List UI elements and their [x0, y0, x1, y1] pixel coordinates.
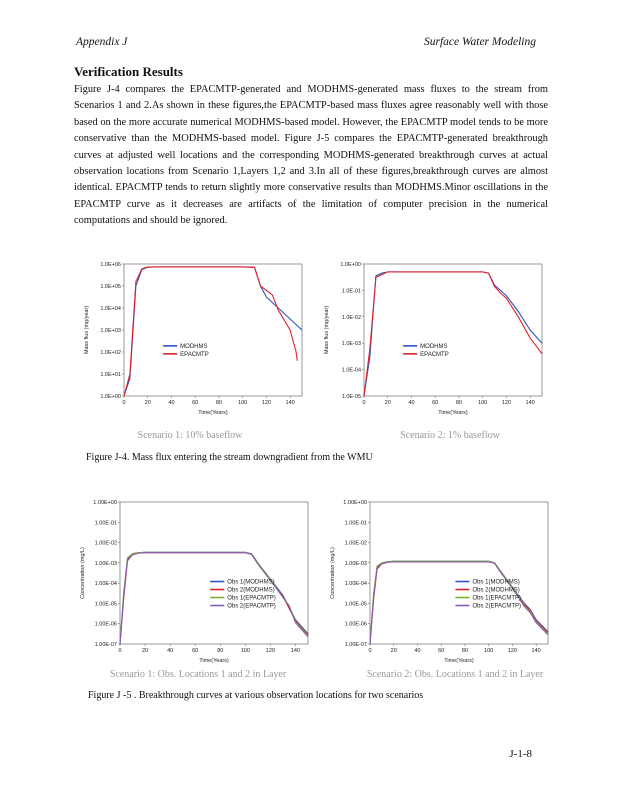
- x-tick-label: 0: [362, 400, 366, 406]
- legend-label: Obs 1(EPACMTP): [472, 595, 522, 602]
- chart-svg: [320, 258, 550, 418]
- x-axis-label: Time(Years): [444, 658, 474, 664]
- y-tick-label: 1.00E-03: [94, 560, 117, 567]
- x-tick-label: 0: [122, 400, 126, 406]
- subcaption-scenario1: Scenario 1: 10% baseflow: [137, 430, 243, 441]
- y-tick-label: 1.0E-01: [341, 288, 361, 295]
- y-tick-label: 1.00E+00: [343, 500, 367, 506]
- y-tick-label: 1.00E-01: [94, 520, 117, 527]
- legend-label: Obs 1(MODHMS): [227, 579, 275, 586]
- subcaption-scenario1-obs: Scenario 1: Obs. Locations 1 and 2 in Layer: [109, 669, 287, 680]
- plot-frame: [120, 502, 308, 644]
- x-tick-label: 60: [438, 648, 445, 654]
- chart-scenario2-mass-flux: [320, 258, 550, 418]
- legend-label: Obs 2(MODHMS): [227, 587, 275, 594]
- y-tick-label: 1.00E-03: [344, 560, 367, 567]
- section-title: Verification Results: [74, 64, 183, 79]
- x-tick-label: 0: [368, 648, 372, 654]
- y-tick-label: 1.00E-02: [344, 540, 367, 547]
- x-tick-label: 140: [285, 400, 295, 406]
- x-tick-label: 40: [414, 648, 421, 654]
- chart-svg: [80, 258, 310, 418]
- x-tick-label: 140: [531, 648, 541, 654]
- figure-j5-caption: Figure J -5 . Breakthrough curves at various observation locations for two scenarios: [88, 690, 424, 701]
- y-tick-label: 1.0E+00: [340, 262, 361, 268]
- chart-scenario1-breakthrough: [76, 496, 316, 666]
- x-tick-label: 60: [432, 400, 439, 406]
- x-axis-label: Time(Years): [199, 658, 229, 664]
- subcaption-scenario2: Scenario 2: 1% baseflow: [400, 430, 500, 441]
- legend-label: Obs 1(MODHMS): [472, 579, 520, 586]
- y-tick-label: 1.0E+02: [100, 350, 121, 356]
- x-tick-label: 80: [461, 648, 468, 654]
- plot-frame: [364, 264, 542, 396]
- y-tick-label: 1.0E+05: [100, 284, 121, 290]
- page-number: J-1-8: [509, 748, 532, 760]
- x-tick-label: 120: [261, 400, 271, 406]
- running-header-right: Surface Water Modeling: [423, 36, 536, 48]
- y-tick-label: 1.00E-02: [94, 540, 117, 547]
- y-tick-label: 1.00E+00: [93, 500, 117, 506]
- x-tick-label: 40: [408, 400, 415, 406]
- y-tick-label: 1.0E-03: [341, 341, 361, 348]
- x-tick-label: 80: [215, 400, 222, 406]
- y-tick-label: 1.00E-04: [94, 581, 117, 588]
- series-line-obs-2-epacmtp-: [120, 553, 308, 644]
- legend-label: Obs 2(EPACMTP): [472, 603, 522, 610]
- y-tick-label: 1.00E-01: [344, 520, 367, 527]
- subcaption-scenario2-obs: Scenario 2: Obs. Locations 1 and 2 in Layer: [366, 669, 544, 680]
- y-axis-label: Mass flux (mg/year): [324, 305, 330, 355]
- x-tick-label: 20: [144, 400, 151, 406]
- legend-label: Obs 2(MODHMS): [472, 587, 520, 594]
- plot-frame: [124, 264, 302, 396]
- y-tick-label: 1.0E+00: [100, 394, 121, 400]
- y-tick-label: 1.0E-02: [341, 314, 361, 321]
- figure-j4-caption: Figure J-4. Mass flux entering the stream downgradient from the WMU: [86, 452, 373, 463]
- x-tick-label: 20: [390, 648, 397, 654]
- legend-label: EPACMTP: [420, 351, 449, 358]
- x-tick-label: 20: [142, 648, 149, 654]
- x-tick-label: 120: [265, 648, 275, 654]
- y-axis-label: Mass flux (mg/year): [84, 305, 90, 355]
- legend-label: MODHMS: [420, 343, 448, 350]
- y-tick-label: 1.00E-06: [94, 621, 117, 628]
- x-tick-label: 120: [507, 648, 517, 654]
- x-tick-label: 60: [192, 648, 199, 654]
- x-tick-label: 40: [167, 648, 174, 654]
- y-tick-label: 1.0E+04: [100, 306, 121, 312]
- x-tick-label: 20: [384, 400, 391, 406]
- x-axis-label: Time(Years): [198, 410, 228, 416]
- x-axis-label: Time(Years): [438, 410, 468, 416]
- chart-svg: [76, 496, 316, 666]
- series-line-modhms: [364, 272, 542, 396]
- series-line-obs-2-modhms-: [120, 553, 308, 644]
- x-tick-label: 100: [240, 648, 250, 654]
- x-tick-label: 100: [238, 400, 248, 406]
- series-line-epacmtp: [124, 267, 297, 396]
- x-tick-label: 100: [484, 648, 494, 654]
- series-line-modhms: [124, 267, 302, 396]
- legend-label: MODHMS: [180, 343, 208, 350]
- y-tick-label: 1.00E-05: [94, 601, 117, 608]
- series-line-obs-2-epacmtp-: [370, 562, 548, 644]
- y-tick-label: 1.00E-06: [344, 621, 367, 628]
- x-tick-label: 100: [478, 400, 488, 406]
- y-tick-label: 1.00E-07: [344, 642, 367, 648]
- running-header-left: Appendix J: [76, 36, 128, 48]
- x-tick-label: 40: [168, 400, 175, 406]
- x-tick-label: 80: [455, 400, 462, 406]
- y-tick-label: 1.0E+01: [100, 372, 121, 378]
- x-tick-label: 60: [192, 400, 199, 406]
- plot-frame: [370, 502, 548, 644]
- body-text: [74, 82, 548, 230]
- y-tick-label: 1.00E-07: [94, 642, 117, 648]
- chart-scenario1-mass-flux: [80, 258, 310, 418]
- y-tick-label: 1.00E-04: [344, 581, 367, 588]
- x-tick-label: 120: [501, 400, 511, 406]
- chart-svg: [326, 496, 556, 666]
- y-axis-label: Concentration (mg/L): [80, 547, 86, 599]
- legend-label: EPACMTP: [180, 351, 209, 358]
- legend-label: Obs 1(EPACMTP): [227, 595, 276, 602]
- y-axis-label: Concentration (mg/L): [330, 547, 336, 599]
- x-tick-label: 140: [290, 648, 301, 654]
- x-tick-label: 140: [525, 400, 535, 406]
- y-tick-label: 1.00E-05: [344, 601, 367, 608]
- y-tick-label: 1.0E+06: [100, 262, 121, 268]
- series-line-obs-2-modhms-: [370, 562, 548, 644]
- series-line-epacmtp: [364, 272, 542, 396]
- legend-label: Obs 2(EPACMTP): [227, 603, 276, 610]
- y-tick-label: 1.0E-04: [341, 367, 361, 374]
- y-tick-label: 1.0E+03: [100, 328, 121, 334]
- x-tick-label: 0: [118, 648, 122, 654]
- y-tick-label: 1.0E-05: [341, 394, 361, 400]
- chart-scenario2-breakthrough: [326, 496, 556, 666]
- body-paragraph: Figure J-4 compares the EPACMTP-generated and MODHMS-generated mass fluxes to the stream from Scenarios 1 and 2.As shown in these figures,the EPACMTP-based mass fluxes agree reasonably well with those based on the more accurate numerical MODHMS-based model. However, the EPACMTP model tends to be more conservative than the MODHMS-based model. Figure J-5 compares the EPACMTP-generated breakthrough curves at adjusted well locations and the corresponding MODHMS-generated breakthrough curves at actual observation locations from Scenario 1,Layers 1,2 and 3.In all of these figures,breakthrough curves are almost identical. EPACMTP tends to return slightly more conservative results than MODHMS.Minor oscillations in the EPACMTP curve as it decreases are artifacts of the limitation of computer precision in the numerical computations and should be ignored.: [74, 84, 548, 227]
- x-tick-label: 80: [217, 648, 224, 654]
